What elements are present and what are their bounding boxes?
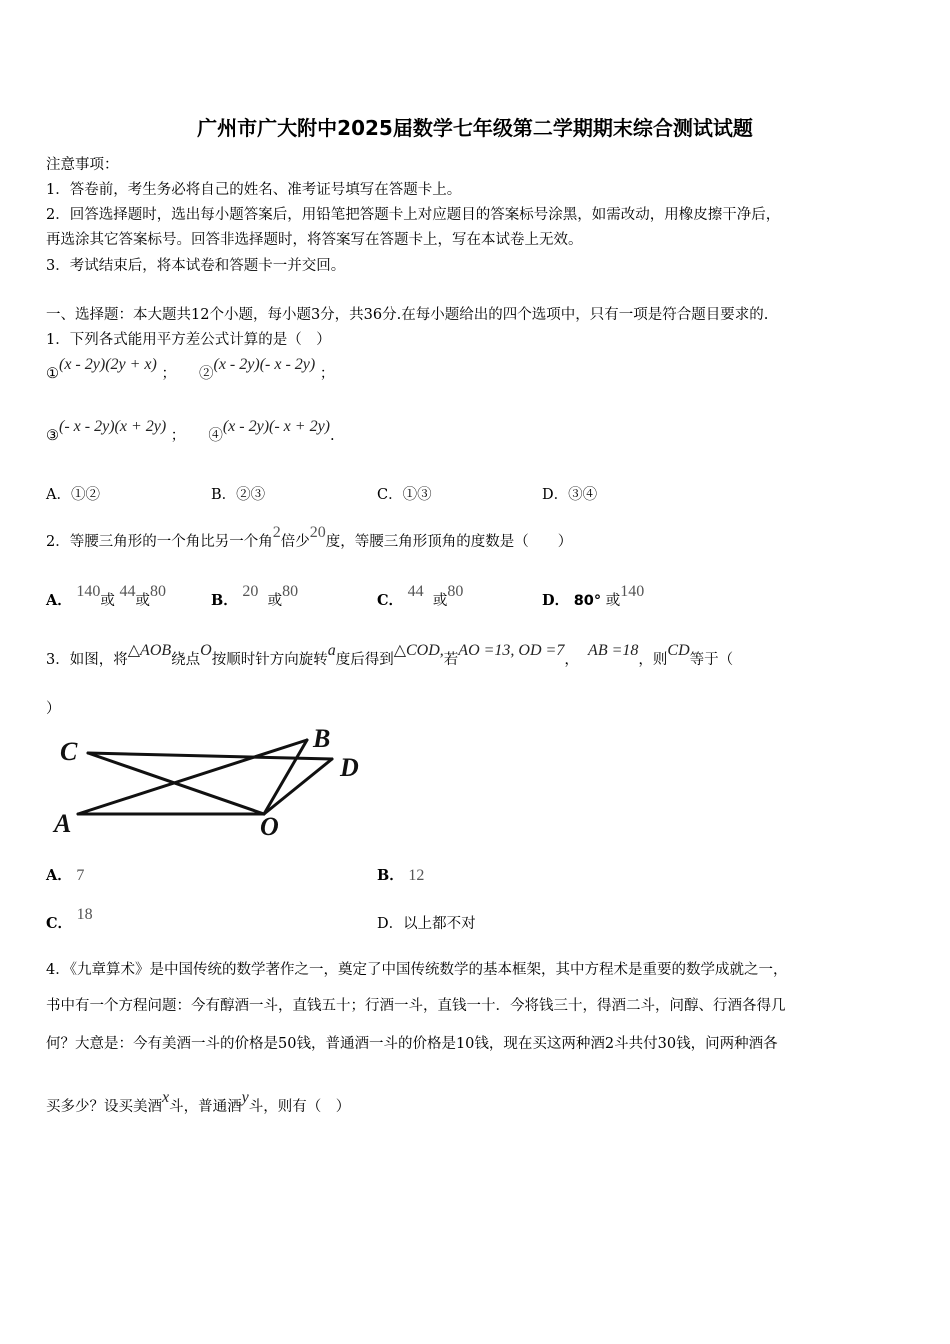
note-2a: 2．回答选择题时，选出每小题答案后，用铅笔把答题卡上对应题目的答案标号涂黑，如需改动，用橡皮擦干净后， — [46, 207, 781, 223]
q1-sep-4: . — [330, 428, 335, 444]
q3-option-d[interactable]: D．以上都不对 — [377, 916, 476, 932]
q3-option-b[interactable] — [377, 864, 424, 885]
q2-text-1: 2．等腰三角形的一个角比另一个角 — [46, 534, 273, 550]
q1-expr-row-2 — [46, 418, 335, 445]
q3-text-7: ，则 — [638, 652, 668, 668]
q3-b-val: 12 — [408, 867, 425, 884]
q3-stem-close: ） — [46, 701, 61, 717]
q1-label-1: ① — [46, 366, 59, 382]
q3-math-6: AB =18 — [588, 642, 639, 659]
q3-math-3: a — [327, 642, 336, 659]
notes-heading: 注意事项： — [46, 157, 119, 173]
q1-option-a[interactable]: A．①② — [46, 487, 100, 503]
q1-expr-1: (x - 2y)(2y + x) — [59, 356, 157, 373]
q3-math-2: O — [200, 642, 212, 659]
q1-label-4: ④ — [208, 428, 223, 444]
q1-option-d[interactable]: D．③④ — [542, 487, 598, 503]
q1-sep-1: ； — [161, 366, 176, 382]
label-c: C — [60, 737, 78, 766]
label-b: B — [313, 724, 331, 753]
q3-math-4: △COD, — [393, 642, 444, 659]
q3-stem — [46, 642, 734, 669]
q3-c-label: C． — [46, 915, 73, 932]
q2-a-val-3: 80 — [149, 583, 166, 600]
q4-line-1: 4．《九章算术》是中国传统的数学著作之一，奠定了中国传统数学的基本框架，其中方程术是重要的数学成就之一， — [46, 962, 788, 978]
q1-expr-4: (x - 2y)(- x + 2y) — [222, 418, 330, 435]
q4-text-2: 斗，普通酒 — [169, 1099, 242, 1115]
q2-a-val-1: 140 — [76, 583, 101, 600]
q2-math-2: 20 — [309, 524, 326, 541]
q2-option-a[interactable] — [46, 583, 166, 610]
q2-d-val-1: 80° — [573, 593, 602, 609]
q3-text-3: 按顺时针方向旋转 — [211, 652, 328, 668]
q4-text-1: 买多少？设买美酒 — [46, 1099, 162, 1115]
q2-stem — [46, 524, 573, 551]
label-a: A — [54, 809, 72, 838]
q3-math-7: CD — [667, 642, 690, 659]
q3-b-label: B． — [377, 867, 404, 884]
q2-text-2: 倍少 — [280, 534, 310, 550]
q2-a-or-2: 或 — [135, 593, 150, 609]
q2-c-val-2: 80 — [447, 583, 464, 600]
q1-sep-3: ； — [170, 428, 186, 444]
q2-option-d[interactable] — [542, 583, 645, 610]
q2-option-b[interactable] — [211, 583, 299, 610]
q3-text-5: 若 — [443, 652, 459, 668]
q3-option-a[interactable] — [46, 864, 84, 885]
q1-option-b[interactable]: B．②③ — [211, 487, 266, 503]
q2-b-or: 或 — [267, 593, 283, 609]
q3-figure — [50, 720, 380, 845]
q1-sep-2: ； — [319, 366, 335, 382]
q2-a-or-1: 或 — [100, 593, 115, 609]
q2-d-or: 或 — [605, 593, 621, 609]
q1-label-2: ② — [199, 366, 214, 382]
q3-text-2: 绕点 — [171, 652, 201, 668]
q2-b-val-2: 80 — [282, 583, 299, 600]
label-o: O — [260, 812, 279, 841]
q3-text-8: 等于（ — [689, 652, 734, 668]
q3-a-val: 7 — [76, 867, 85, 884]
label-d: D — [340, 753, 359, 782]
q1-expr-row-1 — [46, 356, 335, 383]
q3-math-5: AO =13, OD =7 — [458, 642, 565, 659]
q2-option-c[interactable] — [377, 583, 464, 610]
q4-var-x: x — [162, 1089, 170, 1106]
q3-a-label: A． — [46, 867, 72, 884]
q2-c-val-1: 44 — [407, 583, 424, 600]
q3-text-1: 3．如图，将 — [46, 652, 128, 668]
q1-expr-2: (x - 2y)(- x - 2y) — [213, 356, 316, 373]
q2-b-val-1: 20 — [242, 583, 259, 600]
q4-var-y: y — [241, 1089, 249, 1106]
q2-a-val-2: 44 — [119, 583, 136, 600]
q2-b-label: B． — [211, 592, 238, 609]
note-1: 1．答卷前，考生务必将自己的姓名、准考证号填写在答题卡上。 — [46, 182, 462, 198]
q3-c-val: 18 — [76, 906, 93, 923]
segment-a-b — [78, 740, 307, 814]
q4-text-3: 斗，则有（ ） — [248, 1099, 351, 1115]
q1-stem: 1．下列各式能用平方差公式计算的是（ ） — [46, 332, 331, 348]
q2-math-1: 2 — [272, 524, 281, 541]
q2-c-label: C． — [377, 592, 404, 609]
q1-option-c[interactable]: C．①③ — [377, 487, 432, 503]
q4-line-3: 何？大意是：今有美酒一斗的价格是50钱，普通酒一斗的价格是10钱，现在买这两种酒2斗共付30钱，问两种酒各 — [46, 1036, 778, 1052]
q1-label-3: ③ — [46, 428, 59, 444]
q1-expr-3: (- x - 2y)(x + 2y) — [59, 418, 167, 435]
q3-option-c[interactable] — [46, 906, 93, 933]
q2-d-label: D． — [542, 592, 570, 609]
section-heading: 一、选择题：本大题共12个小题，每小题3分，共36分.在每小题给出的四个选项中，只有一项是符合题目要求的. — [46, 307, 769, 323]
q2-text-3: 度，等腰三角形顶角的度数是（ ） — [325, 534, 573, 550]
q4-line-4 — [46, 1089, 351, 1116]
q3-text-4: 度后得到 — [335, 652, 394, 668]
page-title: 广州市广大附中2025届数学七年级第二学期期末综合测试试题 — [197, 116, 753, 140]
q2-c-or: 或 — [432, 593, 448, 609]
q4-line-2: 书中有一个方程问题：今有醇酒一斗，直钱五十；行酒一斗，直钱一十．今将钱三十，得酒二斗，问醇、行酒各得几 — [46, 998, 786, 1014]
q3-math-1: △AOB — [127, 642, 172, 659]
note-2b: 再选涂其它答案标号。回答非选择题时，将答案写在答题卡上，写在本试卷上无效。 — [46, 232, 583, 248]
q3-text-6: ， — [564, 652, 579, 668]
note-3: 3．考试结束后，将本试卷和答题卡一并交回。 — [46, 258, 346, 274]
q2-d-val-2: 140 — [620, 583, 645, 600]
segment-o-d — [264, 759, 332, 814]
q2-a-label: A． — [46, 592, 72, 609]
